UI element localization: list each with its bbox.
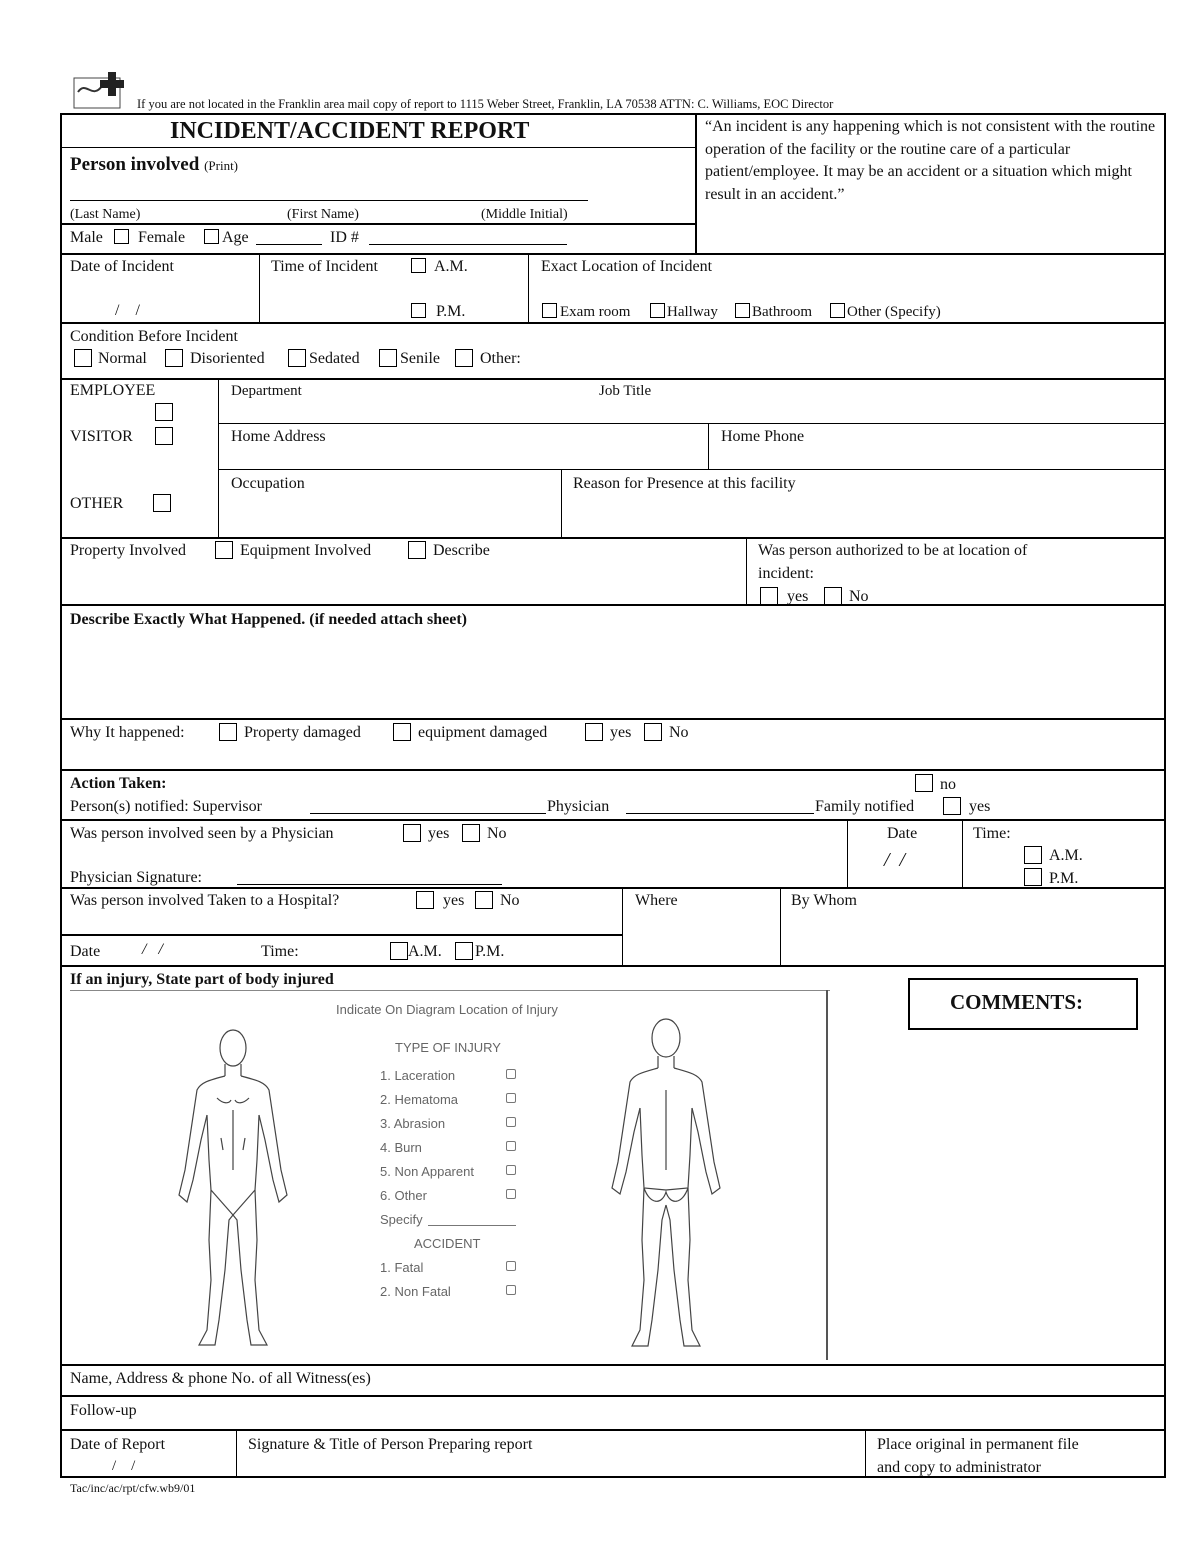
id-field[interactable]: [369, 244, 567, 245]
job-title-label: Job Title: [599, 383, 652, 399]
sedated-checkbox[interactable]: [288, 349, 306, 367]
age-field[interactable]: [256, 244, 322, 245]
physician-time-label: Time:: [973, 825, 1011, 842]
injury-type-checkbox[interactable]: [506, 1141, 516, 1151]
female-checkbox[interactable]: [204, 229, 219, 244]
place-original-line1: Place original in permanent file: [877, 1436, 1079, 1453]
exact-location-label: Exact Location of Incident: [541, 258, 713, 275]
equipment-involved-checkbox[interactable]: [408, 541, 426, 559]
id-label: ID #: [330, 229, 359, 246]
other-condition-checkbox[interactable]: [455, 349, 473, 367]
hospital-am-checkbox[interactable]: [390, 942, 408, 960]
visitor-checkbox[interactable]: [155, 427, 173, 445]
by-whom-label: By Whom: [791, 892, 857, 909]
seen-by-physician-label: Was person involved seen by a Physician: [70, 825, 334, 842]
date-of-report-label: Date of Report: [70, 1436, 166, 1453]
hospital-date-label: Date: [70, 943, 101, 960]
physician-pm-checkbox[interactable]: [1024, 868, 1042, 886]
property-damaged-checkbox[interactable]: [219, 723, 237, 741]
authorized-yes-checkbox[interactable]: [760, 587, 778, 605]
injury-type-checkbox[interactable]: [506, 1165, 516, 1175]
seen-yes-checkbox[interactable]: [403, 824, 421, 842]
specify-field[interactable]: [428, 1225, 516, 1226]
accident-type-item: 1. Fatal: [380, 1260, 424, 1275]
physician-notified-field[interactable]: [626, 813, 814, 814]
injury-type-checkbox[interactable]: [506, 1069, 516, 1079]
normal-checkbox[interactable]: [74, 349, 92, 367]
male-label: Male: [70, 229, 103, 246]
injury-type-checkbox[interactable]: [506, 1117, 516, 1127]
department-label: Department: [231, 383, 302, 399]
incident-am-checkbox[interactable]: [411, 258, 426, 273]
physician-pm-label: P.M.: [1049, 870, 1079, 887]
describe-exactly-label: Describe Exactly What Happened. (if needed attach sheet): [70, 611, 467, 628]
physician-am-checkbox[interactable]: [1024, 846, 1042, 864]
authorized-yes-label: yes: [787, 588, 809, 605]
male-checkbox[interactable]: [114, 229, 129, 244]
bathroom-checkbox[interactable]: [735, 303, 750, 318]
type-of-injury-heading: TYPE OF INJURY: [395, 1040, 501, 1055]
seen-no-label: No: [487, 825, 507, 842]
why-happened-label: Why It happened:: [70, 724, 185, 741]
bathroom-label: Bathroom: [752, 304, 812, 320]
follow-up-label: Follow-up: [70, 1402, 137, 1419]
person-name-field[interactable]: [70, 200, 588, 201]
date-of-incident-field[interactable]: / /: [115, 302, 140, 319]
header-note: If you are not located in the Franklin area mail copy of report to 1115 Weber Street, Franklin, LA 70538 ATTN: C. Williams, EOC Director: [137, 97, 834, 111]
date-of-report-field[interactable]: / /: [112, 1458, 136, 1474]
property-involved-checkbox[interactable]: [215, 541, 233, 559]
senile-checkbox[interactable]: [379, 349, 397, 367]
hospital-yes-checkbox[interactable]: [416, 891, 434, 909]
describe-field[interactable]: [62, 632, 1162, 716]
senile-label: Senile: [400, 350, 440, 367]
logo: [72, 70, 132, 110]
accident-type-checkbox[interactable]: [506, 1261, 516, 1271]
incident-definition: “An incident is any happening which is not consistent with the routine operation of the facility or the routine care of a particular patient/employee. It may be an accident or a situation which might result in an accident.”: [705, 118, 1156, 203]
exam-room-label: Exam room: [560, 304, 631, 320]
other-person-checkbox[interactable]: [153, 494, 171, 512]
incident-pm-label: P.M.: [436, 303, 466, 320]
physician-signature-label: Physician Signature:: [70, 869, 202, 886]
damaged-yes-checkbox[interactable]: [585, 723, 603, 741]
injury-type-item: 1. Laceration: [380, 1068, 456, 1083]
physician-notified-label: Physician: [547, 798, 610, 815]
injury-type-item: 6. Other: [380, 1188, 427, 1203]
injury-type-checkbox[interactable]: [506, 1093, 516, 1103]
visitor-label: VISITOR: [70, 428, 133, 445]
accident-type-checkbox[interactable]: [506, 1285, 516, 1295]
authorized-question-2: incident:: [758, 565, 814, 582]
person-involved-label: Person involved (Print): [70, 154, 239, 175]
condition-label: Condition Before Incident: [70, 328, 238, 345]
sedated-label: Sedated: [309, 350, 360, 367]
damaged-yes-label: yes: [610, 724, 632, 741]
diagram-caption: Indicate On Diagram Location of Injury: [336, 1002, 558, 1017]
supervisor-field[interactable]: [310, 813, 546, 814]
hospital-date-field[interactable]: / /: [142, 941, 163, 958]
family-notified-label: Family notified: [815, 798, 915, 815]
describe-label: Describe: [433, 542, 490, 559]
hospital-pm-checkbox[interactable]: [455, 942, 473, 960]
equipment-damaged-checkbox[interactable]: [393, 723, 411, 741]
family-no-label: no: [940, 776, 956, 793]
where-label: Where: [635, 892, 678, 909]
authorized-question: Was person authorized to be at location of: [758, 542, 1028, 559]
other-label: OTHER: [70, 495, 124, 512]
physician-date-label: Date: [887, 825, 918, 842]
injury-type-item: 3. Abrasion: [380, 1116, 446, 1131]
seen-yes-label: yes: [428, 825, 450, 842]
last-name-label: (Last Name): [70, 207, 141, 222]
home-phone-label: Home Phone: [721, 428, 805, 445]
physician-date-field[interactable]: / /: [884, 849, 906, 871]
equipment-involved-label: Equipment Involved: [240, 542, 372, 559]
authorized-no-checkbox[interactable]: [824, 587, 842, 605]
family-yes-checkbox[interactable]: [943, 797, 961, 815]
first-name-label: (First Name): [287, 207, 359, 222]
comments-label: COMMENTS:: [950, 990, 1083, 1014]
taken-hospital-label: Was person involved Taken to a Hospital?: [70, 892, 340, 909]
form-title: INCIDENT/ACCIDENT REPORT: [170, 118, 530, 144]
body-front-figure[interactable]: [165, 1020, 305, 1360]
exam-room-checkbox[interactable]: [542, 303, 557, 318]
family-no-checkbox[interactable]: [915, 774, 933, 792]
incident-am-label: A.M.: [434, 258, 468, 275]
injury-type-item: 4. Burn: [380, 1140, 422, 1155]
injury-part-label: If an injury, State part of body injured: [70, 971, 334, 988]
equipment-damaged-label: equipment damaged: [418, 724, 548, 741]
persons-notified-label: Person(s) notified: Supervisor: [70, 798, 262, 815]
disoriented-checkbox[interactable]: [165, 349, 183, 367]
witnesses-label: Name, Address & phone No. of all Witness(es): [70, 1370, 371, 1387]
family-yes-label: yes: [969, 798, 991, 815]
injury-type-item: 2. Hematoma: [380, 1092, 459, 1107]
other-location-checkbox[interactable]: [830, 303, 845, 318]
form-code: Tac/inc/ac/rpt/cfw.wb9/01: [70, 1481, 196, 1495]
damaged-no-label: No: [669, 724, 689, 741]
reason-presence-label: Reason for Presence at this facility: [573, 475, 796, 492]
physician-am-label: A.M.: [1049, 847, 1083, 864]
specify-label: Specify: [380, 1212, 423, 1227]
incident-pm-checkbox[interactable]: [411, 303, 426, 318]
hospital-am-label: A.M.: [408, 943, 442, 960]
hospital-no-checkbox[interactable]: [475, 891, 493, 909]
hallway-label: Hallway: [667, 304, 718, 320]
female-label: Female: [138, 229, 186, 246]
hospital-pm-label: P.M.: [475, 943, 505, 960]
hallway-checkbox[interactable]: [650, 303, 665, 318]
normal-label: Normal: [98, 350, 147, 367]
authorized-no-label: No: [849, 588, 869, 605]
property-damaged-label: Property damaged: [244, 724, 361, 741]
date-of-incident-label: Date of Incident: [70, 258, 174, 275]
age-label: Age: [222, 229, 249, 246]
property-involved-label: Property Involved: [70, 542, 186, 559]
accident-heading: ACCIDENT: [414, 1236, 481, 1251]
body-back-figure[interactable]: [600, 1010, 740, 1360]
physician-signature-field[interactable]: [237, 884, 502, 885]
occupation-label: Occupation: [231, 475, 305, 492]
hospital-yes-label: yes: [443, 892, 465, 909]
employee-checkbox[interactable]: [155, 403, 173, 421]
hospital-no-label: No: [500, 892, 520, 909]
disoriented-label: Disoriented: [190, 350, 265, 367]
home-address-label: Home Address: [231, 428, 326, 445]
middle-initial-label: (Middle Initial): [481, 207, 568, 222]
other-condition-label: Other:: [480, 350, 521, 367]
time-of-incident-label: Time of Incident: [271, 258, 378, 275]
seen-no-checkbox[interactable]: [462, 824, 480, 842]
injury-type-item: 5. Non Apparent: [380, 1164, 474, 1179]
hospital-time-label: Time:: [261, 943, 299, 960]
other-location-label: Other (Specify): [847, 304, 941, 320]
damaged-no-checkbox[interactable]: [644, 723, 662, 741]
accident-type-item: 2. Non Fatal: [380, 1284, 451, 1299]
employee-label: EMPLOYEE: [70, 382, 156, 399]
signature-title-label: Signature & Title of Person Preparing report: [248, 1436, 533, 1453]
place-original-line2: and copy to administrator: [877, 1459, 1041, 1476]
injury-type-checkbox[interactable]: [506, 1189, 516, 1199]
action-taken-label: Action Taken:: [70, 775, 167, 792]
